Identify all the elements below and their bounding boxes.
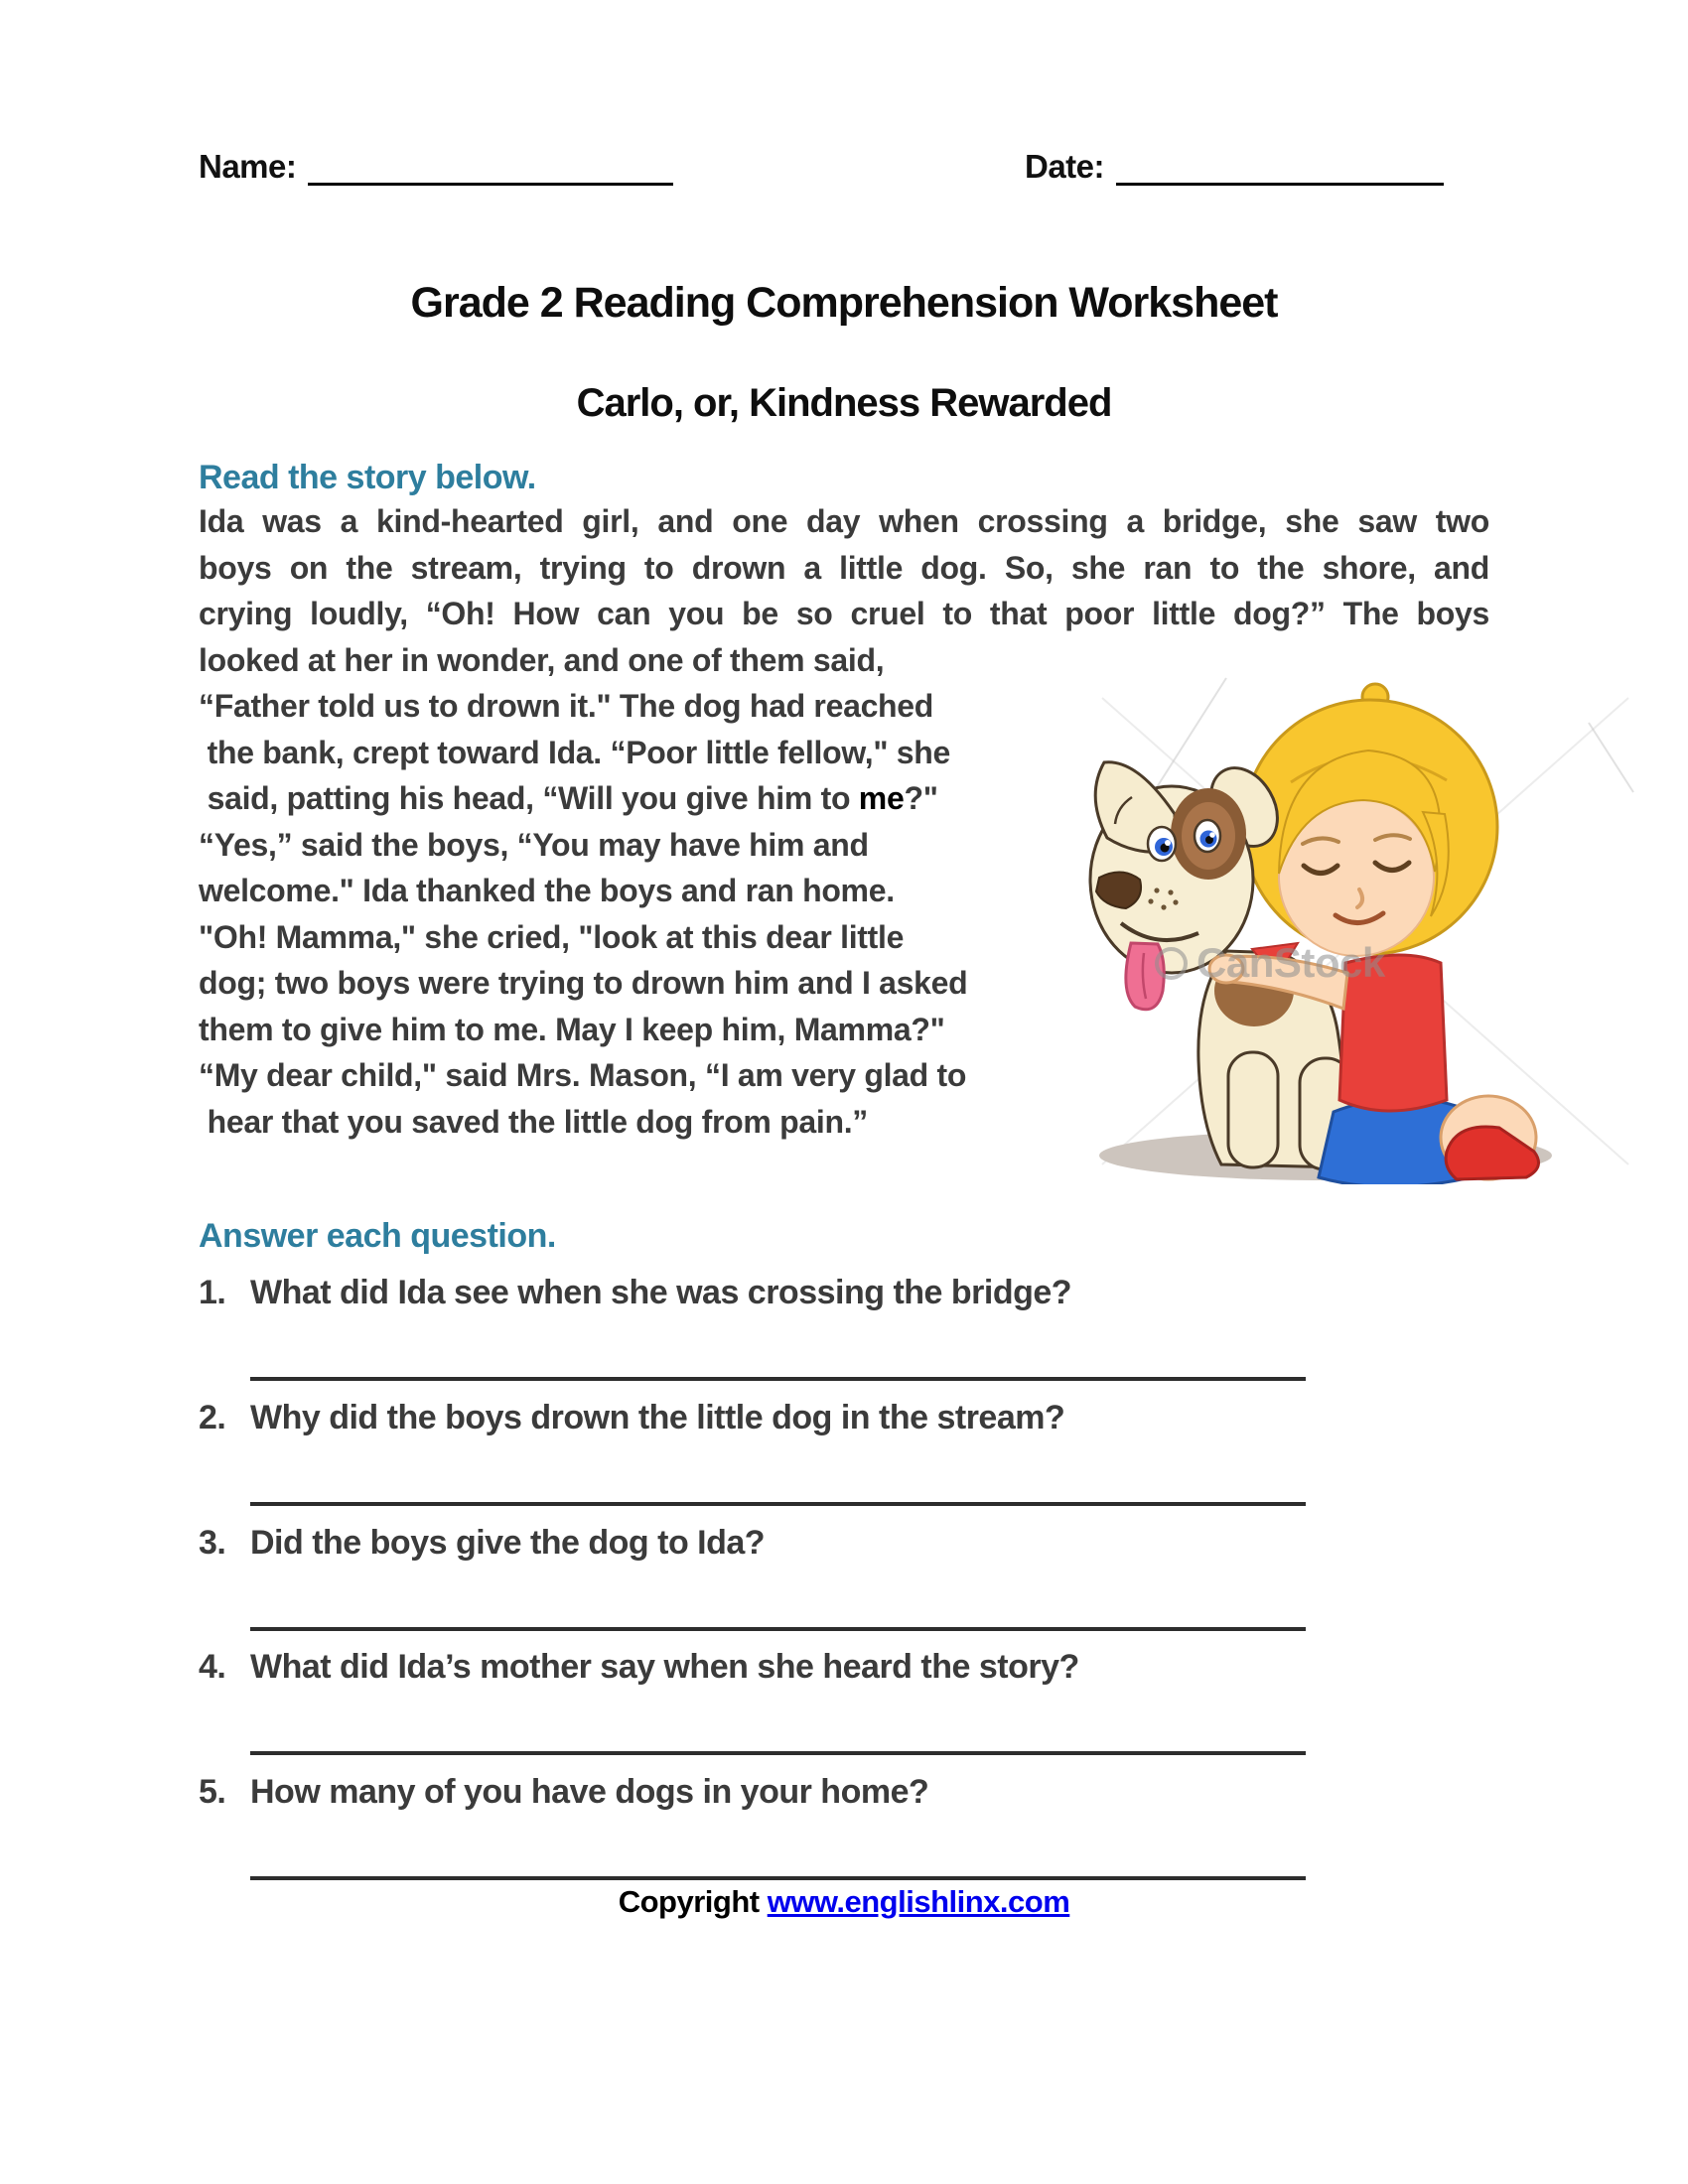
story-heading: Read the story below. [199, 459, 536, 496]
story-line: “Yes,” said the boys, “You may have him and [199, 826, 869, 863]
question-number: 4. [199, 1648, 226, 1687]
footer [0, 1884, 1688, 1920]
copyright-label: Copyright [618, 1884, 760, 1919]
story-line: welcome." Ida thanked the boys and ran home. [199, 873, 895, 908]
date-label: Date: [1025, 148, 1105, 185]
question-item [199, 1524, 1489, 1563]
story-emphasis: me [858, 780, 905, 816]
canstock-watermark [1155, 939, 1385, 987]
page-title: Grade 2 Reading Comprehension Worksheet [410, 279, 1278, 327]
name-label: Name: [199, 148, 297, 185]
name-field [199, 145, 673, 186]
story-line: boys on the stream, trying to drown a little dog. So, she ran to the shore, and [199, 549, 1489, 586]
question-number: 1. [199, 1274, 226, 1311]
answer-blank-line [250, 1876, 1306, 1880]
canstock-watermark-text: CanStock [1196, 939, 1385, 986]
question-text: How many of you have dogs in your home? [250, 1773, 929, 1811]
canstock-logo-icon [1155, 947, 1188, 980]
questions-heading: Answer each question. [199, 1217, 556, 1255]
englishlinx-link[interactable]: www.englishlinx.com [767, 1884, 1070, 1919]
story-line: the bank, crept toward Ida. “Poor little fellow," she [199, 734, 951, 770]
story-line: hear that you saved the little dog from pain.” [199, 1103, 868, 1140]
girl-hugging-dog-artwork [1077, 663, 1648, 1184]
question-item [199, 1773, 1489, 1812]
question-text: Did the boys give the dog to Ida? [250, 1523, 766, 1562]
girl-hugging-dog-illustration [1077, 663, 1648, 1184]
story-line: them to give him to me. May I keep him, Mamma?" [199, 1011, 945, 1047]
question-item [199, 1399, 1489, 1437]
question-number: 3. [199, 1523, 226, 1562]
story-line: said, patting his head, “Will you give him to me?" [199, 780, 938, 816]
question-number: 2. [199, 1398, 226, 1436]
question-text: What did Ida see when she was crossing the bridge? [250, 1274, 1072, 1311]
answer-blank-line [250, 1377, 1306, 1381]
question-number: 5. [199, 1773, 226, 1811]
story-line: crying loudly, “Oh! How can you be so cruel to that poor little dog?” The boys [199, 596, 1489, 631]
question-item [199, 1648, 1489, 1687]
answer-blank-line [250, 1751, 1306, 1755]
story-line: "Oh! Mamma," she cried, "look at this dear little [199, 918, 905, 955]
question-text: Why did the boys drown the little dog in the stream? [250, 1398, 1065, 1436]
story-line: “My dear child," said Mrs. Mason, “I am very glad to [199, 1057, 967, 1093]
date-blank-line [1116, 145, 1444, 186]
story-line: dog; two boys were trying to drown him and I asked [199, 965, 968, 1001]
question-text: What did Ida’s mother say when she heard the story? [250, 1648, 1079, 1687]
story-line: looked at her in wonder, and one of them said, [199, 641, 885, 678]
question-item [199, 1274, 1489, 1312]
answer-blank-line [250, 1502, 1306, 1506]
date-field [1025, 145, 1444, 186]
story-line: Ida was a kind-hearted girl, and one day when crossing a bridge, she saw two [199, 503, 1489, 539]
story-line: “Father told us to drown it." The dog had reached [199, 688, 934, 724]
story-title: Carlo, or, Kindness Rewarded [576, 381, 1112, 425]
name-blank-line [308, 145, 673, 186]
answer-blank-line [250, 1627, 1306, 1631]
